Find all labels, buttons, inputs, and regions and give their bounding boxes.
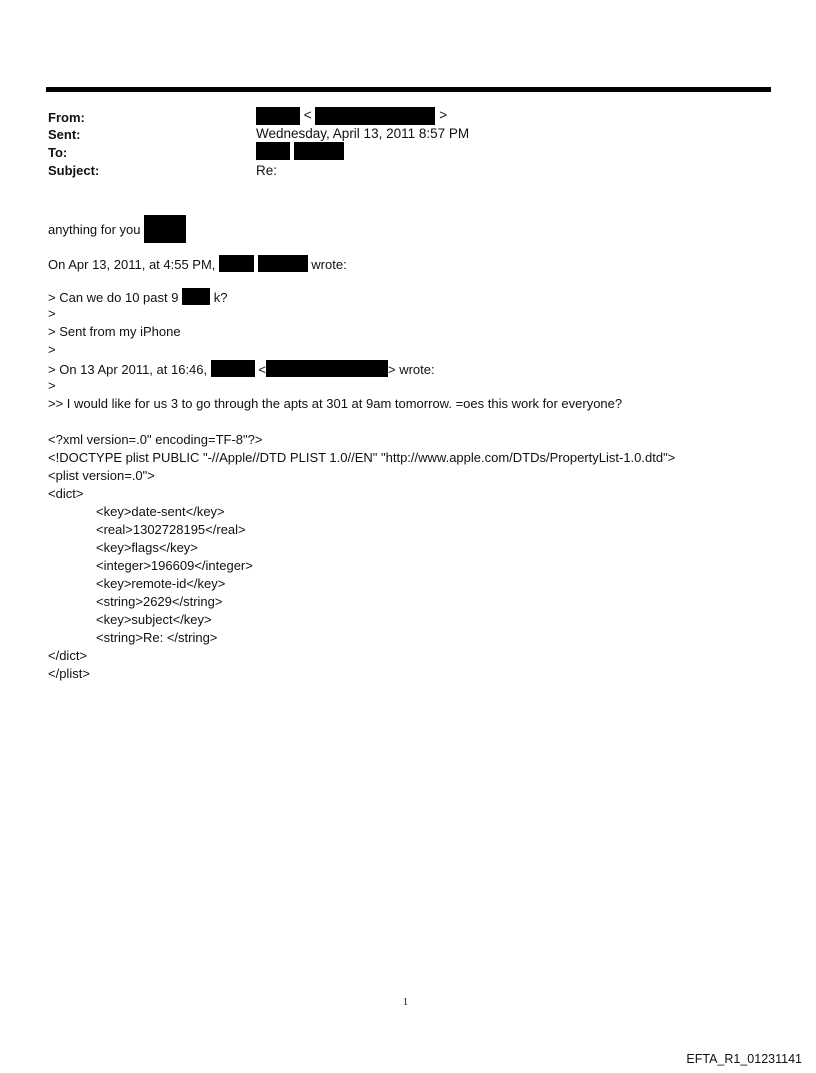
to-value bbox=[256, 142, 344, 160]
redaction-block bbox=[211, 360, 255, 377]
from-value bbox=[256, 107, 447, 125]
plist-line: </plist> bbox=[48, 666, 90, 681]
plist-line: <key>remote-id</key> bbox=[96, 576, 226, 591]
redaction-block bbox=[144, 215, 186, 243]
from-bracket-open: < bbox=[303, 107, 312, 123]
body-line bbox=[48, 255, 347, 272]
sent-value: Wednesday, April 13, 2011 8:57 PM bbox=[256, 126, 470, 141]
body-line bbox=[48, 215, 186, 243]
plist-line: <string>Re: </string> bbox=[96, 630, 218, 645]
body-text: wrote: bbox=[311, 257, 347, 272]
body-text: < bbox=[258, 362, 266, 377]
redaction-block bbox=[256, 107, 300, 125]
redaction-block bbox=[266, 360, 388, 377]
quote-line: > bbox=[48, 342, 56, 357]
plist-line: <?xml version=.0" encoding=TF-8"?> bbox=[48, 432, 263, 447]
plist-line: </dict> bbox=[48, 648, 88, 663]
quote-line: > Sent from my iPhone bbox=[48, 324, 181, 339]
redaction-block bbox=[219, 255, 254, 272]
plist-line: <key>subject</key> bbox=[96, 612, 212, 627]
plist-line: <dict> bbox=[48, 486, 84, 501]
body-text: k? bbox=[213, 290, 228, 305]
from-label: From: bbox=[48, 110, 85, 125]
plist-line: <real>1302728195</real> bbox=[96, 522, 246, 537]
quote-line bbox=[48, 288, 227, 305]
quote-line: > bbox=[48, 306, 56, 321]
body-text: > wrote: bbox=[387, 362, 435, 377]
body-text: > Can we do 10 past 9 bbox=[48, 290, 179, 305]
subject-value: Re: bbox=[256, 163, 278, 178]
quote-line bbox=[48, 360, 435, 377]
plist-line: <!DOCTYPE plist PUBLIC "-//Apple//DTD PLIST 1.0//EN" "http://www.apple.com/DTDs/PropertyList-1.0.dtd"> bbox=[48, 450, 676, 465]
redaction-block bbox=[294, 142, 344, 160]
body-text: anything for you bbox=[48, 222, 141, 237]
header-rule bbox=[46, 87, 771, 92]
sent-label: Sent: bbox=[48, 127, 81, 142]
quote-line: > bbox=[48, 378, 56, 393]
body-text: On Apr 13, 2011, at 4:55 PM, bbox=[48, 257, 216, 272]
document-id: EFTA_R1_01231141 bbox=[686, 1052, 802, 1066]
redaction-block bbox=[315, 107, 435, 125]
plist-line: <key>date-sent</key> bbox=[96, 504, 225, 519]
redaction-block bbox=[182, 288, 210, 305]
redaction-block bbox=[258, 255, 308, 272]
quote-line: >> I would like for us 3 to go through the apts at 301 at 9am tomorrow. =oes this work for everyone? bbox=[48, 396, 623, 411]
subject-label: Subject: bbox=[48, 163, 100, 178]
body-text: > On 13 Apr 2011, at 16:46, bbox=[48, 362, 208, 377]
plist-line: <integer>196609</integer> bbox=[96, 558, 253, 573]
redaction-block bbox=[256, 142, 290, 160]
to-label: To: bbox=[48, 145, 68, 160]
plist-line: <key>flags</key> bbox=[96, 540, 198, 555]
plist-line: <plist version=.0"> bbox=[48, 468, 155, 483]
from-bracket-close: > bbox=[439, 107, 448, 123]
plist-line: <string>2629</string> bbox=[96, 594, 223, 609]
page-number: 1 bbox=[403, 997, 408, 1008]
